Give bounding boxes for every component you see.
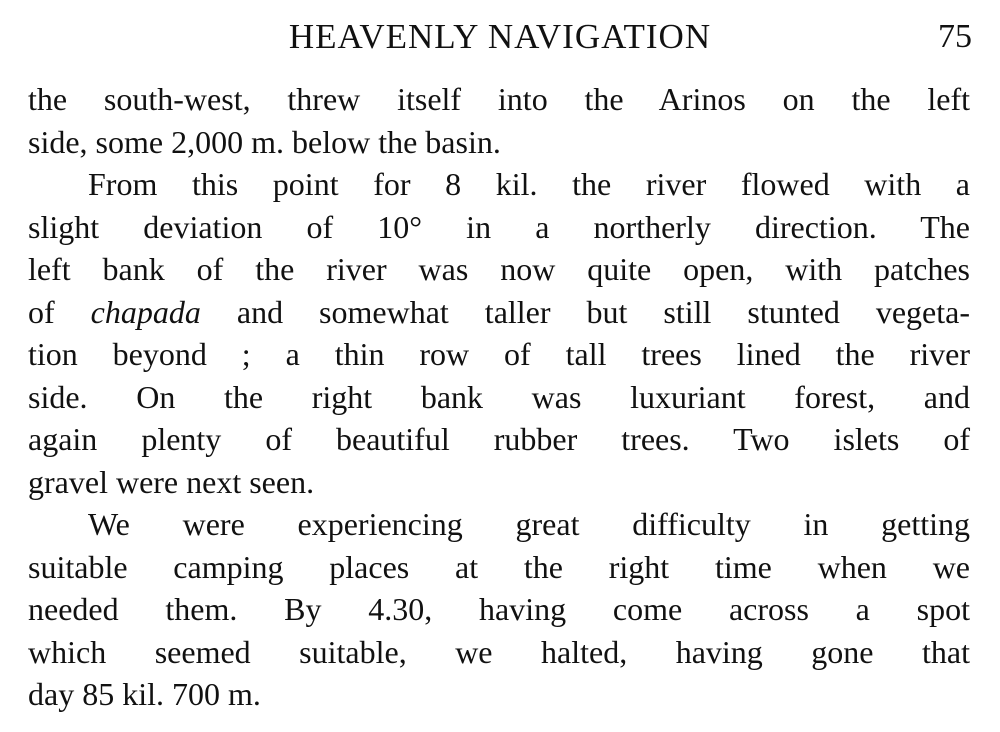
- text-line: again plenty of beautiful rubber trees. Two islets of: [28, 421, 970, 457]
- text-line: We were experiencing great difficulty in getting: [88, 506, 970, 542]
- text-line: the south-west, threw itself into the Arinos on the left: [28, 81, 970, 117]
- text-segment: of: [28, 293, 55, 330]
- text-line: [28, 291, 970, 334]
- text-line: needed them. By 4.30, having come across a spot: [28, 591, 970, 627]
- page-number: 75: [938, 18, 972, 55]
- running-head: [28, 14, 972, 60]
- text-line: day 85 kil. 700 m.: [28, 676, 261, 712]
- body-text: [28, 78, 970, 716]
- text-line: gravel were next seen.: [28, 463, 315, 500]
- text-line: tion beyond ; a thin row of tall trees lined the river: [28, 336, 970, 372]
- text-segment: and somewhat taller but still stunted vegeta-: [236, 293, 971, 330]
- text-line: left bank of the river was now quite open, with patches: [28, 251, 970, 287]
- text-line: suitable camping places at the right time when we: [28, 548, 970, 585]
- page-title: HEAVENLY NAVIGATION: [288, 17, 712, 56]
- text-line: slight deviation of 10° in a northerly direction. The: [28, 208, 970, 245]
- text-line: From this point for 8 kil. the river flowed with a: [88, 166, 970, 202]
- text-line: side. On the right bank was luxuriant forest, and: [28, 378, 970, 415]
- text-line: which seemed suitable, we halted, having gone that: [28, 633, 970, 670]
- italic-term: chapada: [90, 293, 201, 330]
- text-line: side, some 2,000 m. below the basin.: [28, 123, 501, 160]
